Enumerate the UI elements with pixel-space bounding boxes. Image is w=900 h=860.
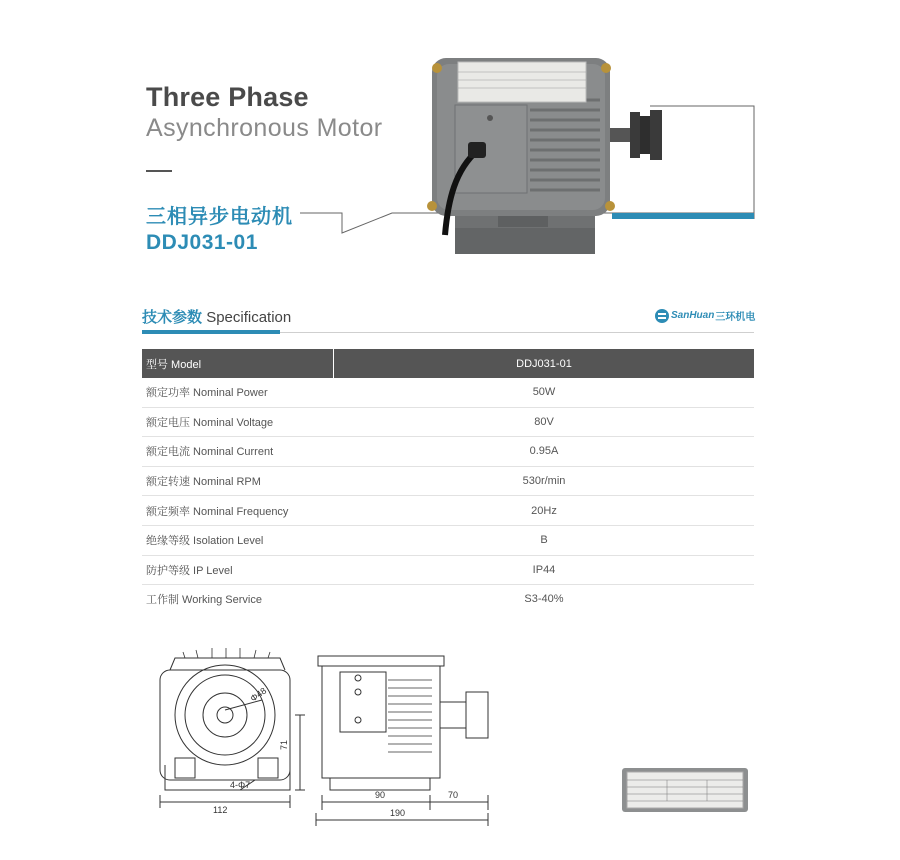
nameplate-photo — [622, 768, 748, 812]
table-row — [142, 585, 754, 614]
table-row — [142, 556, 754, 586]
dim-70: 70 — [448, 790, 459, 800]
row-label: 额定转速 Nominal RPM — [146, 476, 261, 489]
table-header-value: DDJ031-01 — [516, 357, 572, 370]
brand-logo — [655, 308, 755, 323]
row-label: 额定频率 Nominal Frequency — [146, 505, 289, 518]
title-line2: Asynchronous Motor — [146, 114, 383, 142]
title-chinese: 三相异步电动机 — [146, 206, 293, 228]
row-value: IP44 — [532, 563, 556, 576]
row-value: S3-40% — [524, 593, 564, 606]
dim-190: 190 — [390, 808, 406, 818]
front-view-outline — [160, 670, 290, 780]
table-row — [142, 408, 754, 438]
technical-drawing — [0, 630, 900, 860]
row-label: 防护等级 IP Level — [146, 564, 233, 577]
logo-icon — [655, 309, 669, 323]
row-label: 工作制 Working Service — [146, 594, 262, 607]
table-row — [142, 378, 754, 408]
table-row — [142, 467, 754, 497]
row-label: 额定电流 Nominal Current — [146, 446, 274, 459]
logo-text-cn: 三环机电 — [715, 312, 756, 323]
row-label: 额定电压 Nominal Voltage — [146, 416, 274, 429]
table-header-row — [142, 349, 754, 378]
spec-heading-cn: 技术参数 — [142, 309, 203, 326]
dim-phi48: Φ48 — [248, 685, 269, 704]
spec-divider-accent — [142, 330, 280, 334]
table-row — [142, 437, 754, 467]
motor-illustration — [0, 0, 900, 300]
title-line1: Three Phase — [146, 82, 309, 112]
table-row — [142, 496, 754, 526]
dim-71: 71 — [279, 739, 289, 750]
row-value: B — [540, 534, 548, 547]
spec-heading — [142, 306, 291, 327]
dim-112: 112 — [213, 805, 228, 815]
model-title: DDJ031-01 — [146, 231, 258, 254]
dim-90: 90 — [375, 790, 386, 800]
logo-text-en: SanHuan — [671, 310, 715, 321]
table-row — [142, 526, 754, 556]
table-header-label: 型号 Model — [142, 349, 334, 378]
row-value: 0.95A — [529, 445, 559, 458]
row-label: 额定功率 Nominal Power — [146, 387, 268, 400]
row-value: 80V — [534, 415, 554, 428]
dim-holes: 4-Φ7 — [230, 780, 251, 790]
row-value: 530r/min — [522, 475, 566, 488]
row-value: 50W — [532, 386, 556, 399]
spec-table — [142, 349, 754, 614]
spec-heading-en: Specification — [206, 309, 292, 326]
row-label: 绝缘等级 Isolation Level — [146, 535, 264, 548]
row-value: 20Hz — [531, 504, 557, 517]
